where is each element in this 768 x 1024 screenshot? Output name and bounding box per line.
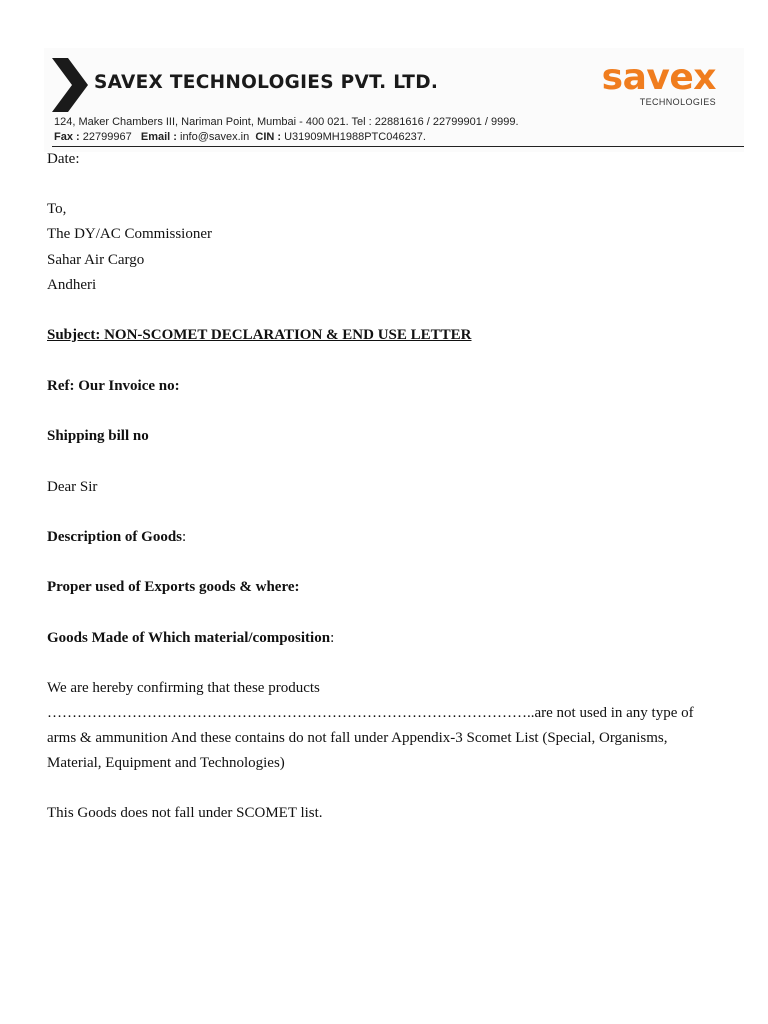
description-label: Description of Goods bbox=[47, 529, 182, 545]
body-line-2: ……………………………………………………………………………………..are not used in any type of bbox=[47, 705, 694, 721]
letterhead bbox=[44, 48, 744, 152]
letterhead-divider bbox=[52, 146, 744, 147]
shipping-bill-line: Shipping bill no bbox=[47, 428, 149, 444]
recipient-line-3: Andheri bbox=[47, 277, 97, 293]
proper-use-line: Proper used of Exports goods & where: bbox=[47, 579, 300, 595]
recipient-line-1: The DY/AC Commissioner bbox=[47, 226, 212, 242]
reference-line: Ref: Our Invoice no: bbox=[47, 378, 180, 394]
company-contacts bbox=[54, 131, 426, 143]
description-of-goods bbox=[47, 528, 186, 546]
closing-statement: This Goods does not fall under SCOMET list. bbox=[47, 805, 323, 821]
email-value: info@savex.in bbox=[176, 131, 250, 143]
brand-logo bbox=[601, 57, 716, 107]
body-line-4: Material, Equipment and Technologies) bbox=[47, 755, 285, 771]
body-line-1: We are hereby confirming that these products bbox=[47, 680, 320, 696]
body-line-3: arms & ammunition And these contains do not fall under Appendix-3 Scomet List (Special, Organisms, bbox=[47, 730, 668, 746]
company-name: SAVEX TECHNOLOGIES PVT. LTD. bbox=[94, 72, 439, 93]
brand-logo-subtitle: TECHNOLOGIES bbox=[639, 97, 716, 107]
material-composition bbox=[47, 629, 334, 647]
email-label: Email : bbox=[140, 131, 177, 143]
company-address: 124, Maker Chambers III, Nariman Point, Mumbai - 400 021. Tel : 22881616 / 22799901 / 9999. bbox=[54, 116, 519, 128]
fax-value: 22799967 bbox=[79, 131, 132, 143]
description-colon: : bbox=[182, 529, 187, 545]
date-line: Date: bbox=[47, 151, 80, 167]
cin-label: CIN : bbox=[255, 131, 282, 143]
material-label: Goods Made of Which material/composition bbox=[47, 630, 331, 646]
cin-value: U31909MH1988PTC046237. bbox=[281, 131, 426, 143]
chevron-logo-icon bbox=[52, 58, 88, 112]
fax-label: Fax : bbox=[54, 131, 80, 143]
brand-logo-word: savex bbox=[601, 57, 716, 98]
recipient-line-2: Sahar Air Cargo bbox=[47, 252, 145, 268]
material-colon: : bbox=[330, 630, 335, 646]
subject-line: Subject: NON-SCOMET DECLARATION & END USE LETTER bbox=[47, 327, 472, 343]
greeting: Dear Sir bbox=[47, 479, 98, 495]
salutation-to: To, bbox=[47, 201, 67, 217]
